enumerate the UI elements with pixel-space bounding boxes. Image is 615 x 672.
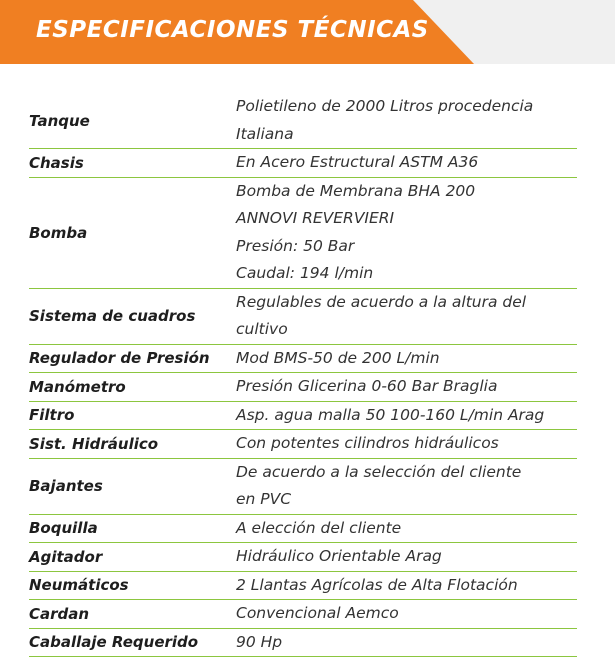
spec-label: Tanque — [29, 111, 90, 130]
spec-row — [29, 459, 577, 515]
spec-value — [236, 629, 577, 657]
spec-value — [236, 402, 577, 430]
header-banner — [0, 0, 615, 64]
spec-row — [29, 345, 577, 374]
spec-value-line: cultivo — [236, 320, 288, 338]
spec-value-line: Presión Glicerina 0-60 Bar Braglia — [236, 377, 498, 395]
spec-row — [29, 289, 577, 345]
spec-row — [29, 373, 577, 402]
spec-row — [29, 430, 577, 459]
spec-row — [29, 402, 577, 431]
spec-value-line: De acuerdo a la selección del cliente — [236, 462, 522, 481]
spec-value-line: Hidráulico Orientable Arag — [236, 547, 442, 565]
spec-row — [29, 629, 577, 658]
spec-value-line: Convencional Aemco — [236, 604, 399, 622]
spec-label: Filtro — [29, 406, 75, 425]
spec-label: Chasis — [29, 153, 84, 172]
spec-value-line: Presión: 50 Bar — [236, 236, 355, 255]
spec-label: Cardan — [29, 604, 90, 623]
spec-label: Manómetro — [29, 377, 126, 396]
spec-value — [236, 345, 577, 373]
spec-value-line: Bomba de Membrana BHA 200 — [236, 181, 476, 200]
spec-value-line: Asp. agua malla 50 100-160 L/min Arag — [236, 405, 545, 424]
spec-value-line: Con potentes cilindros hidráulicos — [236, 434, 499, 452]
spec-row — [29, 178, 577, 289]
spec-label: Bomba — [29, 223, 88, 242]
spec-value-line: Caudal: 194 l/min — [236, 264, 374, 282]
spec-value — [236, 543, 577, 571]
spec-label: Neumáticos — [29, 576, 129, 595]
spec-label: Agitador — [29, 547, 103, 566]
spec-value-line: En Acero Estructural ASTM A36 — [236, 153, 479, 171]
spec-value-line: A elección del cliente — [236, 518, 402, 537]
spec-label: Sist. Hidráulico — [29, 434, 159, 453]
spec-label: Bajantes — [29, 477, 103, 495]
spec-value-line: Mod BMS-50 de 200 L/min — [236, 348, 440, 367]
spec-value — [236, 430, 577, 458]
spec-row — [29, 543, 577, 572]
spec-label: Regulador de Presión — [29, 349, 210, 368]
spec-value-line: Regulables de acuerdo a la altura del — [236, 292, 527, 311]
spec-value — [236, 93, 577, 148]
spec-value — [236, 289, 577, 344]
section-title: ESPECIFICACIONES TÉCNICAS — [36, 17, 429, 43]
spec-value-line: 2 Llantas Agrícolas de Alta Flotación — [236, 575, 518, 594]
spec-value-line: ANNOVI REVERVIERI — [236, 209, 395, 227]
spec-value — [236, 459, 577, 514]
spec-label: Sistema de cuadros — [29, 307, 196, 325]
spec-value-line: en PVC — [236, 490, 292, 508]
spec-value — [236, 373, 577, 401]
spec-row — [29, 600, 577, 629]
spec-row — [29, 149, 577, 178]
spec-value-line: 90 Hp — [236, 632, 283, 651]
specs-table — [29, 93, 577, 657]
spec-row — [29, 572, 577, 601]
spec-value — [236, 600, 577, 628]
spec-value-line: Italiana — [236, 124, 294, 143]
spec-row — [29, 93, 577, 149]
spec-value — [236, 515, 577, 543]
spec-value — [236, 149, 577, 177]
spec-value — [236, 178, 577, 288]
spec-label: Boquilla — [29, 519, 98, 538]
spec-value-line: Polietileno de 2000 Litros procedencia — [236, 97, 534, 115]
spec-value — [236, 572, 577, 600]
spec-label: Caballaje Requerido — [29, 633, 199, 652]
spec-row — [29, 515, 577, 544]
